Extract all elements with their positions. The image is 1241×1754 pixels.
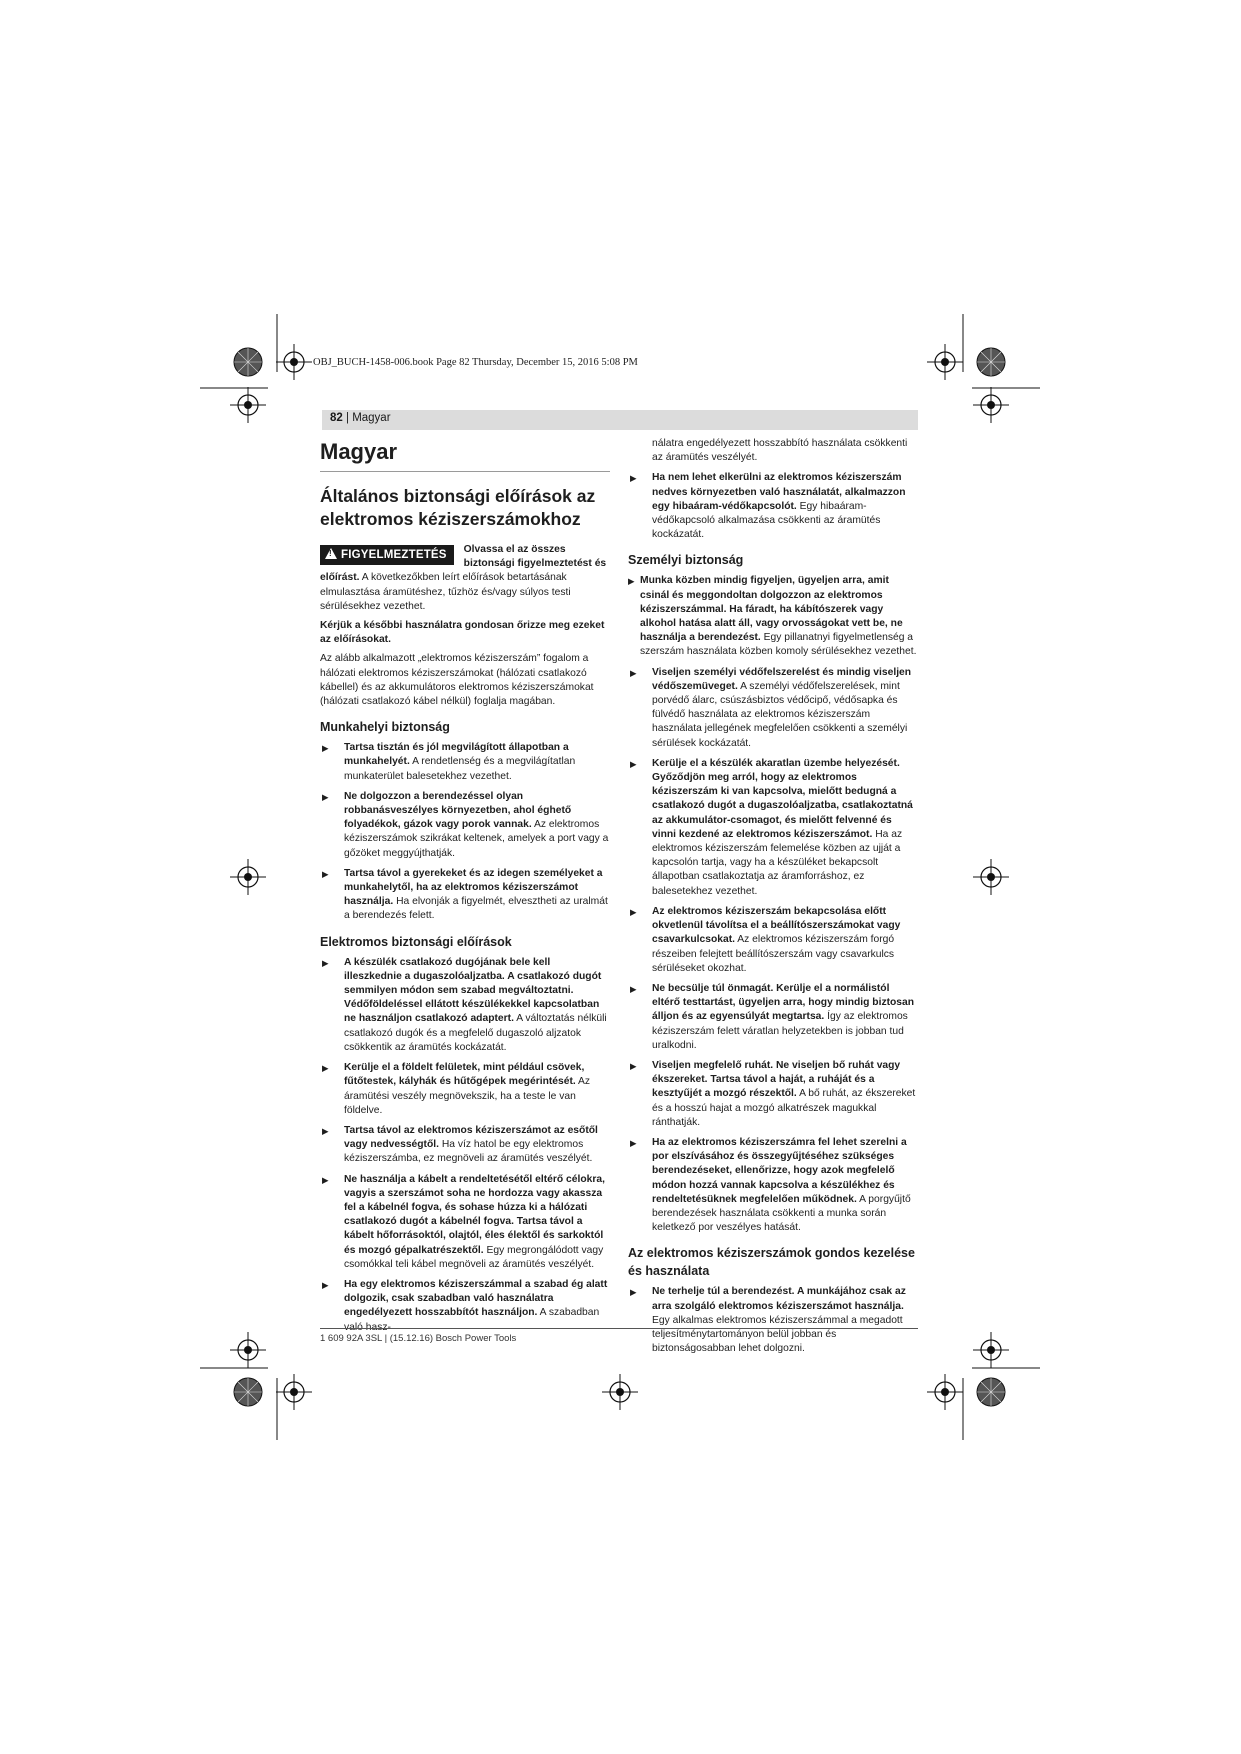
bullet-arrow-icon: ▶ (322, 1125, 329, 1136)
section-title-electrical: Elektromos biztonsági előírások (320, 934, 512, 949)
bullet-arrow-icon: ▶ (322, 957, 329, 968)
page-footer: 1 609 92A 3SL | (15.12.16) Bosch Power Tools (320, 1333, 517, 1344)
warning-text: A következőkben leírt előírások betartásának elmulasztása áramütéshez, tűzhöz és/vagy súlyos testi sérülésekhez vezethet. (320, 572, 571, 612)
list-item: ▶ Tartsa tisztán és jól megvilágított állapotban a munkahelyét. A rendetlenség és a megvilágítatlan munkaterület balesetekhez vezethet. (322, 742, 576, 782)
bullet-arrow-icon: ▶ (322, 743, 329, 754)
list-item: ▶ Viseljen személyi védőfelszerelést és mindig viseljen védőszemüveget. A személyi védőfelszerelések, mint porvédő álarc, csúszásbiztos védőcipő, védősapka és fülvédő használata az elektromos kéziszerszám használata jellegének megfelelően csökkenti a személyi sérülések kockázatát. (630, 666, 912, 749)
list-item: ▶ Tartsa távol az elektromos kéziszerszámot az esőtől vagy nedvességtől. Ha víz hatol be egy elektromos kéziszerszámba, ez megnöveli az áramütés veszélyét. (322, 1124, 598, 1165)
footer-rule (320, 1328, 918, 1329)
list-item-continuation: nálatra engedélyezett hosszabbító használata csökkenti az áramütés veszélyét. (652, 438, 908, 464)
bullet-arrow-icon: ▶ (630, 1287, 637, 1298)
list-item: ▶ Kerülje el a készülék akaratlan üzembe helyezését. Győződjön meg arról, hogy az elektromos kéziszerszám ki van kapcsolva, mielőtt bedugná a csatlakozó dugót a dugaszolóaljzatba, csatlakoztatná az akkumulátor-csomagot, és mielőtt felvenné és vinni kezdené az elektromos kéziszerszámot. Ha az elektromos kéziszerszám felemelése közben az ujját a kapcsolón tartja, vagy ha a készüléket bekapcsolt állapotban csatlakoztatja az áramforráshoz, ez balesetekhez vezethet. (630, 757, 913, 897)
bullet-arrow-icon: ▶ (630, 1137, 637, 1148)
warning-badge (320, 545, 454, 565)
warning-block (320, 543, 610, 619)
chapter-title: Általános biztonsági előírások az elektromos kéziszerszámokhoz (320, 486, 596, 529)
warning-badge-label: FIGYELMEZTETÉS (341, 549, 447, 561)
list-item: ▶ Ne használja a kábelt a rendeltetésétől eltérő célokra, vagyis a szerszámot soha ne hordozza vagy akassza fel a kábelnél fogva, és sohase húzza ki a hálózati csatlakozó dugót a kábelnél fogva. Tartsa távol a kábelt hőforrásoktól, olajtól, éles élektől és sarkoktól és mozgó gépalkatrészektől. Egy megrongálódott vagy csomókkal teli kábel megnöveli az áramütés veszélyét. (322, 1173, 605, 1270)
bullet-arrow-icon: ▶ (630, 1060, 637, 1071)
bullet-arrow-icon: ▶ (322, 868, 329, 879)
section-title-personal: Személyi biztonság (628, 553, 744, 568)
bullet-arrow-icon: ▶ (628, 576, 635, 587)
list-item: ▶ Az elektromos kéziszerszám bekapcsolása előtt okvetlenül távolítsa el a beállítószerszámokat vagy csavarkulcsokat. Az elektromos kéziszerszám forgó részeiben felejtett beállítószerszám vagy csavarkulcs sérüléseket okozhat. (630, 905, 901, 974)
page-header-bar (322, 410, 918, 430)
list-item: ▶ Ha nem lehet elkerülni az elektromos kéziszerszám nedves környezetben való használatát, alkalmazzon egy hibaáram-védőkapcsolót. Egy hibaáram-védőkapcsoló alkalmazása csökkenti az áramütés kockázatát. (630, 472, 906, 541)
list-item: ▶ Ne terhelje túl a berendezést. A munkájához csak az arra szolgáló elektromos kéziszerszámot használja. Egy alkalmas elektromos kéziszerszámmal a megadott teljesítménytartományon belül jobban és biztonságosabban lehet dolgozni. (630, 1286, 906, 1355)
section-title-workplace: Munkahelyi biztonság (320, 720, 450, 735)
list-item: ▶ Ne dolgozzon a berendezéssel olyan robbanásveszélyes környezetben, ahol éghető folyadékok, gázok vagy porok vannak. Az elektromos kéziszerszámok szikrákat keltenek, amelyek a port vagy a gőzöket meggyújthatják. (322, 790, 609, 859)
list-item: ▶ Ha egy elektromos kéziszerszámmal a szabad ég alatt dolgozik, csak szabadban való használatra engedélyezett hosszabbítót használjon. A szabadban való hasz- (322, 1278, 608, 1333)
header-language: Magyar (352, 412, 391, 424)
intro-paragraph: Az alább alkalmazott „elektromos kéziszerszám” fogalom a hálózati elektromos kéziszerszámokat (hálózati csatlakozó kábellel) és az akkumulátoros elektromos kéziszerszámokat (hálózati csatlakozó kábel nélkül) foglalja magában. (320, 653, 594, 708)
list-item: ▶ Ne becsülje túl önmagát. Kerülje el a normálistól eltérő testtartást, ügyeljen arra, hogy mindig biztosan álljon és az egyensúlyát megtartsa. Így az elektromos kéziszerszám felett váratlan helyzetekben is jobban tud uralkodni. (630, 982, 915, 1051)
bullet-arrow-icon: ▶ (630, 906, 637, 917)
list-item: ▶ Tartsa távol a gyerekeket és az idegen személyeket a munkahelytől, ha az elektromos kéziszerszámot használja. Ha elvonják a figyelmét, elvesztheti az uralmát a berendezés felett. (322, 867, 608, 922)
bullet-arrow-icon: ▶ (322, 791, 329, 802)
list-item: ▶ A készülék csatlakozó dugójának bele kell illeszkednie a dugaszolóaljzatba. A csatlakozó dugót semmilyen módon sem szabad megváltoztatni. Védőföldeléssel ellátott készülékekkel kapcsolatban ne használjon csatlakozó adaptert. A változtatás nélküli csatlakozó dugók és a megfelelő dugaszoló aljzatok csökkentik az áramütés kockázatát. (322, 956, 607, 1053)
warning-bold-text: Olvassa el az összes biztonsági figyelmeztetést és előírást. (320, 544, 607, 584)
section-title-careful-use: Az elektromos kéziszerszámok gondos kezelése és használata (628, 1246, 915, 1279)
language-title: Magyar (320, 437, 610, 472)
print-info-line: OBJ_BUCH-1458-006.book Page 82 Thursday, December 15, 2016 5:08 PM (313, 357, 638, 368)
list-item: ▶ Munka közben mindig figyeljen, ügyeljen arra, amit csinál és meggondoltan dolgozzon az elektromos kéziszerszámmal. Ha fáradt, ha kábítószerek vagy alkohol hatása alatt áll, vagy orvosságokat vett be, ne használja a berendezést. Egy pillanatnyi figyelmetlenség a szerszám használata közben komoly sérülésekhez vezethet. (628, 575, 917, 658)
bullet-arrow-icon: ▶ (630, 667, 637, 678)
bullet-arrow-icon: ▶ (322, 1279, 329, 1290)
list-item: ▶ Viseljen megfelelő ruhát. Ne viseljen bő ruhát vagy ékszereket. Tartsa távol a haját, a ruháját és a kesztyűjét a mozgó részektől. A bő ruhát, az ékszereket és a hosszú hajat a mozgó alkatrészek magukkal ránthatják. (630, 1059, 916, 1128)
left-column (320, 437, 610, 1341)
header-separator: | (342, 412, 353, 424)
warning-triangle-icon (325, 548, 337, 559)
bullet-arrow-icon: ▶ (630, 983, 637, 994)
keep-instructions-notice: Kérjük a későbbi használatra gondosan őrizze meg ezeket az előírásokat. (320, 620, 605, 646)
page-number: 82 (330, 412, 343, 424)
bullet-arrow-icon: ▶ (630, 473, 637, 484)
list-item: ▶ Ha az elektromos kéziszerszámra fel lehet szerelni a por elszívásához és összegyűjtéséhez szükséges berendezéseket, ellenőrizze, hogy azok megfelelő módon hozzá vannak kapcsolva a készülékhez és rendeltetésüknek megfelelően működnek. A porgyűjtő berendezések használata csökkenti a munka során keletkező por veszélyes hatását. (630, 1136, 911, 1234)
list-item: ▶ Kerülje el a földelt felületek, mint például csövek, fűtőtestek, kályhák és hűtőgépek megérintését. Az áramütési veszély megnövekszik, ha a teste le van földelve. (322, 1062, 591, 1116)
right-column (628, 437, 918, 1362)
bullet-arrow-icon: ▶ (322, 1174, 329, 1185)
bullet-arrow-icon: ▶ (630, 758, 637, 769)
page-header (330, 412, 391, 424)
bullet-arrow-icon: ▶ (322, 1063, 329, 1074)
